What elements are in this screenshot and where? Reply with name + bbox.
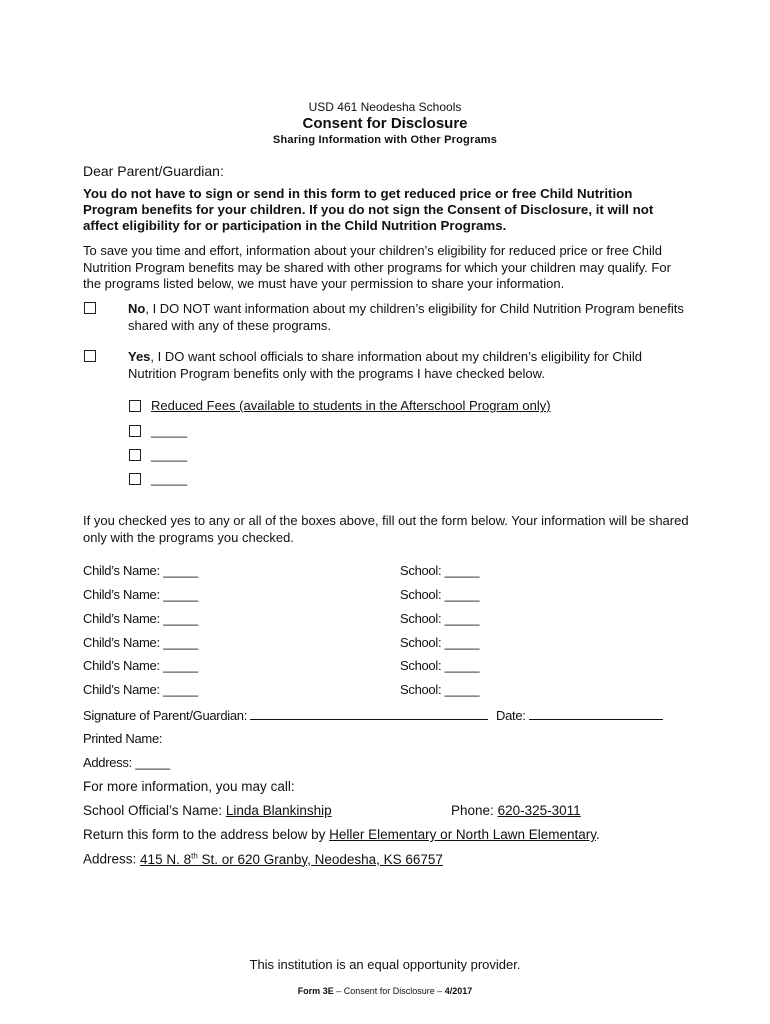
school-official-label: School Official’s Name:: [83, 803, 223, 818]
child-name-field[interactable]: [83, 682, 198, 697]
return-period: .: [596, 827, 600, 842]
signature-field[interactable]: [83, 707, 488, 723]
address-field[interactable]: [83, 755, 170, 770]
eligibility-notice: You do not have to sign or send in this form to get reduced price or free Child Nutrition Program benefits for your children. If you do not sign the Consent of Disclosure, it will not affect eligibility for or participation in the Child Nutrition Programs.: [83, 186, 654, 233]
school-blank: _____: [444, 563, 480, 578]
phone-number: 620-325-3011: [497, 803, 581, 818]
child-name-label: Child’s Name:: [83, 682, 160, 697]
return-text: Return this form to the address below by: [83, 827, 326, 842]
return-address-part1: 415 N. 8: [140, 851, 192, 867]
school-field[interactable]: [400, 658, 479, 673]
address-field-label: Address:: [83, 755, 132, 770]
program-checkbox[interactable]: [129, 473, 141, 485]
address-blank: _____: [135, 755, 170, 770]
school-label: School:: [400, 587, 442, 602]
more-info-text: For more information, you may call:: [83, 779, 295, 794]
school-label: School:: [400, 658, 442, 673]
school-field[interactable]: [400, 587, 479, 602]
school-field[interactable]: [400, 563, 479, 578]
salutation: Dear Parent/Guardian:: [83, 163, 224, 179]
school-blank: _____: [444, 635, 480, 650]
school-blank: _____: [444, 682, 480, 697]
program-label: Reduced Fees (available to students in the Afterschool Program only): [151, 398, 551, 413]
return-instructions: [83, 827, 600, 842]
child-name-blank: _____: [163, 635, 198, 650]
printed-name-field[interactable]: [83, 731, 162, 746]
date-line: [529, 707, 663, 720]
return-address-label: Address:: [83, 851, 137, 867]
child-name-label: Child’s Name:: [83, 587, 160, 602]
child-name-field[interactable]: [83, 658, 198, 673]
school-official-name: Linda Blankinship: [225, 803, 332, 818]
child-name-blank: _____: [163, 658, 198, 673]
printed-name-label: Printed Name:: [83, 731, 163, 746]
return-address: [140, 852, 443, 867]
no-label: No: [128, 301, 146, 316]
child-name-label: Child’s Name:: [83, 658, 160, 673]
child-name-blank: _____: [163, 682, 198, 697]
school-blank: _____: [444, 658, 480, 673]
form-subtitle: Sharing Information with Other Programs: [272, 134, 498, 146]
return-address-part2: St. or 620 Granby, Neodesha, KS 66757: [197, 851, 443, 867]
school-field[interactable]: [400, 635, 479, 650]
no-description: , I DO NOT want information about my children’s eligibility for Child Nutrition Program benefits shared with any of these programs.: [128, 301, 684, 333]
form-footer: [0, 986, 770, 996]
no-checkbox[interactable]: [84, 302, 96, 314]
child-name-label: Child’s Name:: [83, 611, 160, 626]
school-official-line: [83, 803, 332, 818]
school-blank: _____: [444, 587, 480, 602]
program-label: _____: [151, 447, 188, 462]
program-checkbox[interactable]: [129, 449, 141, 461]
equal-opportunity-statement: This institution is an equal opportunity provider.: [249, 957, 521, 972]
return-address-sup: th: [191, 851, 198, 860]
school-label: School:: [400, 611, 442, 626]
school-field[interactable]: [400, 682, 479, 697]
program-checkbox[interactable]: [129, 400, 141, 412]
return-address-line: [83, 851, 443, 867]
phone-line: [451, 803, 581, 818]
school-label: School:: [400, 563, 442, 578]
yes-checkbox[interactable]: [84, 350, 96, 362]
intro-paragraph: To save you time and effort, information about your children’s eligibility for reduced price or free Child Nutrition Program benefits may be shared with other programs for which your children may qualify. For the programs listed below, we must have your permission to share your information.: [83, 243, 671, 291]
program-label: _____: [151, 471, 188, 486]
school-label: School:: [400, 682, 442, 697]
child-name-blank: _____: [163, 611, 198, 626]
no-option-text: [128, 300, 688, 334]
date-label: Date:: [496, 708, 526, 723]
yes-description: , I DO want school officials to share information about my children’s eligibility for Child Nutrition Program benefits only with the programs I have checked below.: [128, 349, 642, 381]
program-checkbox[interactable]: [129, 425, 141, 437]
program-label: _____: [151, 423, 188, 438]
date-field[interactable]: [496, 707, 663, 723]
yes-label: Yes: [128, 349, 151, 364]
child-name-field[interactable]: [83, 563, 198, 578]
child-name-field[interactable]: [83, 611, 198, 626]
form-description: – Consent for Disclosure –: [333, 986, 445, 996]
child-name-blank: _____: [163, 587, 198, 602]
child-name-field[interactable]: [83, 635, 198, 650]
school-label: School:: [400, 635, 442, 650]
signature-label: Signature of Parent/Guardian:: [83, 708, 248, 723]
instructions-paragraph: If you checked yes to any or all of the boxes above, fill out the form below. Your information will be shared only with the programs you checked.: [83, 513, 689, 545]
school-field[interactable]: [400, 611, 479, 626]
return-schools: Heller Elementary or North Lawn Elementary: [329, 827, 596, 842]
yes-option-text: [128, 348, 688, 382]
form-title: Consent for Disclosure: [302, 115, 468, 132]
signature-line: [250, 707, 488, 720]
form-date: 4/2017: [444, 986, 473, 996]
school-blank: _____: [444, 611, 480, 626]
child-name-label: Child’s Name:: [83, 563, 160, 578]
child-name-label: Child’s Name:: [83, 635, 160, 650]
organization-name: USD 461 Neodesha Schools: [308, 100, 462, 114]
phone-label: Phone:: [451, 803, 494, 818]
child-name-blank: _____: [163, 563, 198, 578]
form-id: Form 3E: [297, 986, 334, 996]
child-name-field[interactable]: [83, 587, 198, 602]
